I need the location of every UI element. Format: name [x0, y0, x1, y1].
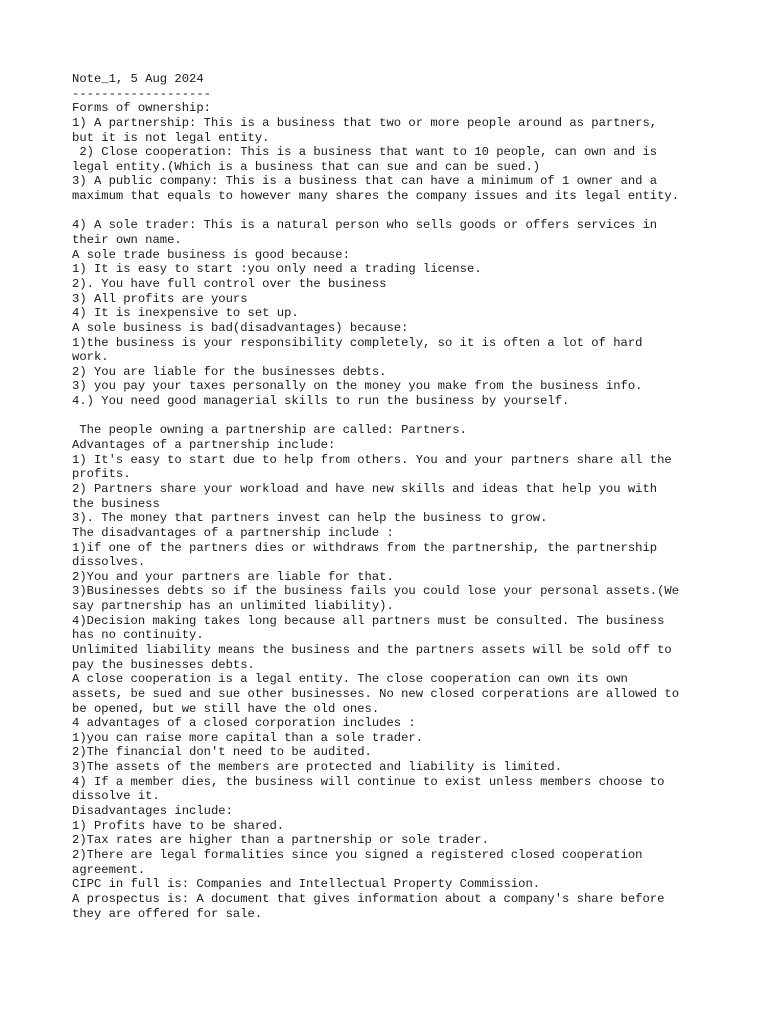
- text-line: 4)Decision making takes long because all partners must be consulted. The business: [72, 613, 665, 628]
- text-line: A sole business is bad(disadvantages) because:: [72, 320, 409, 335]
- text-line: dissolve it.: [72, 789, 160, 804]
- blank-line: [72, 204, 712, 219]
- text-line: 4.) You need good managerial skills to run the business by yourself.: [72, 394, 570, 409]
- text-line: 1) A partnership: This is a business that two or more people around as partners,: [72, 115, 658, 130]
- text-line: profits.: [72, 467, 131, 482]
- text-line: be opened, but we still have the old ones.: [72, 701, 380, 716]
- text-line: 2)The financial don't need to be audited.: [72, 745, 372, 760]
- text-line: say partnership has an unlimited liability).: [72, 599, 394, 614]
- text-line: 1)if one of the partners dies or withdraws from the partnership, the partnership: [72, 540, 658, 555]
- text-line: A close cooperation is a legal entity. The close cooperation can own its own: [72, 672, 628, 687]
- text-line: The disadvantages of a partnership include :: [72, 525, 394, 540]
- text-line: 1) It is easy to start :you only need a trading license.: [72, 262, 482, 277]
- text-line: assets, be sued and sue other businesses. No new closed corperations are allowed to: [72, 686, 680, 701]
- text-line: but it is not legal entity.: [72, 130, 270, 145]
- text-line: The people owning a partnership are called: Partners.: [72, 423, 467, 438]
- text-line: agreement.: [72, 862, 146, 877]
- blank-line: [72, 409, 712, 424]
- text-line: legal entity.(Which is a business that can sue and can be sued.): [72, 159, 541, 174]
- text-line: 1) Profits have to be shared.: [72, 818, 285, 833]
- text-line: 3) you pay your taxes personally on the money you make from the business info.: [72, 379, 643, 394]
- text-line: 3). The money that partners invest can help the business to grow.: [72, 511, 548, 526]
- text-line: the business: [72, 496, 160, 511]
- text-line: 3)The assets of the members are protected and liability is limited.: [72, 760, 563, 775]
- text-line: 2)Tax rates are higher than a partnership or sole trader.: [72, 833, 489, 848]
- text-line: their own name.: [72, 233, 182, 248]
- text-line: 3) All profits are yours: [72, 291, 248, 306]
- text-line: 2). You have full control over the business: [72, 276, 387, 291]
- text-line: Unlimited liability means the business and the partners assets will be sold off to: [72, 642, 672, 657]
- text-line: 4 advantages of a closed corporation includes :: [72, 716, 416, 731]
- text-line: has no continuity.: [72, 628, 204, 643]
- text-line: CIPC in full is: Companies and Intellectual Property Commission.: [72, 877, 541, 892]
- text-line: Disadvantages include:: [72, 804, 233, 819]
- text-line: Advantages of a partnership include:: [72, 438, 336, 453]
- text-line: 2) You are liable for the businesses debts.: [72, 364, 387, 379]
- text-line: 2) Close cooperation: This is a business that want to 10 people, can own and is: [72, 145, 658, 160]
- text-line: Forms of ownership:: [72, 101, 211, 116]
- text-line: -------------------: [72, 86, 211, 101]
- text-line: maximum that equals to however many shares the company issues and its legal entity.: [72, 189, 680, 204]
- text-line: 4) It is inexpensive to set up.: [72, 306, 299, 321]
- text-line: 3)Businesses debts so if the business fails you could lose your personal assets.(We: [72, 584, 680, 599]
- text-line: 4) A sole trader: This is a natural person who sells goods or offers services in: [72, 218, 658, 233]
- text-line: work.: [72, 350, 109, 365]
- text-line: 1)the business is your responsibility completely, so it is often a lot of hard: [72, 335, 643, 350]
- text-line: pay the businesses debts.: [72, 657, 255, 672]
- text-line: Note_1, 5 Aug 2024: [72, 72, 204, 86]
- text-line: 2)You and your partners are liable for that.: [72, 569, 394, 584]
- document-page: [72, 72, 712, 921]
- text-line: 4) If a member dies, the business will continue to exist unless members choose to: [72, 774, 665, 789]
- text-line: 2) Partners share your workload and have new skills and ideas that help you with: [72, 481, 658, 496]
- text-line: they are offered for sale.: [72, 906, 263, 921]
- text-line: 1) It's easy to start due to help from others. You and your partners share all the: [72, 452, 672, 467]
- text-line: A sole trade business is good because:: [72, 247, 350, 262]
- text-line: 2)There are legal formalities since you signed a registered closed cooperation: [72, 847, 643, 862]
- text-line: A prospectus is: A document that gives information about a company's share before: [72, 891, 665, 906]
- text-line: 3) A public company: This is a business that can have a minimum of 1 owner and a: [72, 174, 658, 189]
- text-line: dissolves.: [72, 555, 146, 570]
- text-line: 1)you can raise more capital than a sole trader.: [72, 730, 424, 745]
